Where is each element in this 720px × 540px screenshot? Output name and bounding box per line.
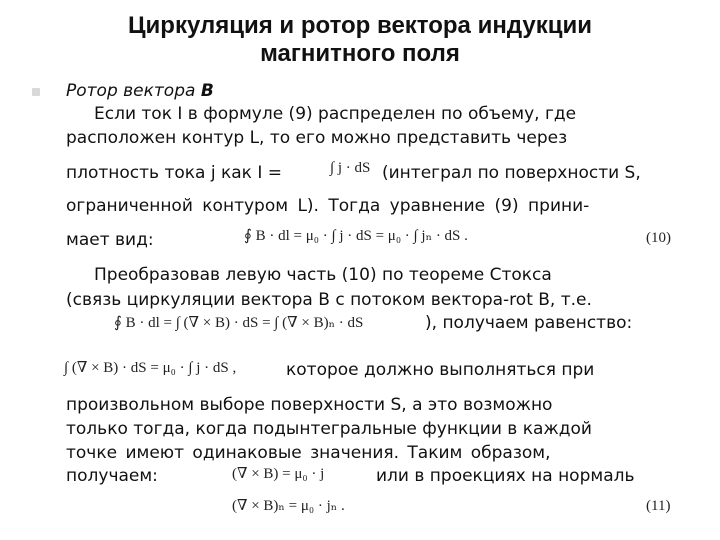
formula-eq10: ∮ B · dl = μ₀ · ∫ j · dS = μ₀ · ∫ jₙ · dS . [244,228,468,244]
p1-line3a: плотность тока j как I = [66,163,283,183]
p1-line2: расположен контур L, то его можно представить через [66,128,568,148]
p3-line4a: получаем: [66,466,158,486]
p2-line4: которое должно выполняться при [286,360,595,380]
formula-stokes: ∮ B · dl = ∫ (∇ × B) · dS = ∫ (∇ × B)ₙ · dS [114,315,364,331]
equation-number-11: (11) [646,498,671,514]
bullet-marker [32,88,40,96]
p2-line2: (связь циркуляции вектора B с потоком вектора-rot B, т.е. [66,290,592,310]
p2-line3: ), получаем равенство: [425,313,633,333]
p1-line4: ограниченной контуром L). Тогда уравнение (9) прини- [66,196,590,216]
subheading-text: Ротор вектора [66,81,201,101]
p3-line3: точке имеют одинаковые значения. Таким образом, [66,443,551,463]
p2-line1: Преобразовав левую часть (10) по теореме Стокса [94,265,552,285]
subheading-vector: B [200,81,214,101]
formula-surface-equality: ∫ (∇ × B) · dS = μ₀ · ∫ j · dS , [64,360,237,376]
slide-title-line1: Циркуляция и ротор вектора индукции [128,12,592,39]
p3-line1: произвольном выборе поверхности S, а это возможно [66,395,553,415]
formula-curl: (∇ × B) = μ₀ · j [232,466,325,482]
formula-current-integral: ∫ j · dS [330,160,371,176]
p3-line4b: или в проекциях на нормаль [376,466,635,486]
p1-line3b: (интеграл по поверхности S, [382,163,641,183]
subheading [66,81,214,101]
p3-line2: только тогда, когда подынтегральные функции в каждой [66,419,592,439]
slide-title-line2: магнитного поля [260,40,460,67]
p1-line1: Если ток I в формуле (9) распределен по объему, где [94,104,577,124]
p1-line5: мает вид: [66,230,154,250]
equation-number-10: (10) [646,230,671,246]
formula-curl-normal: (∇ × B)ₙ = μ₀ · jₙ . [232,498,345,514]
